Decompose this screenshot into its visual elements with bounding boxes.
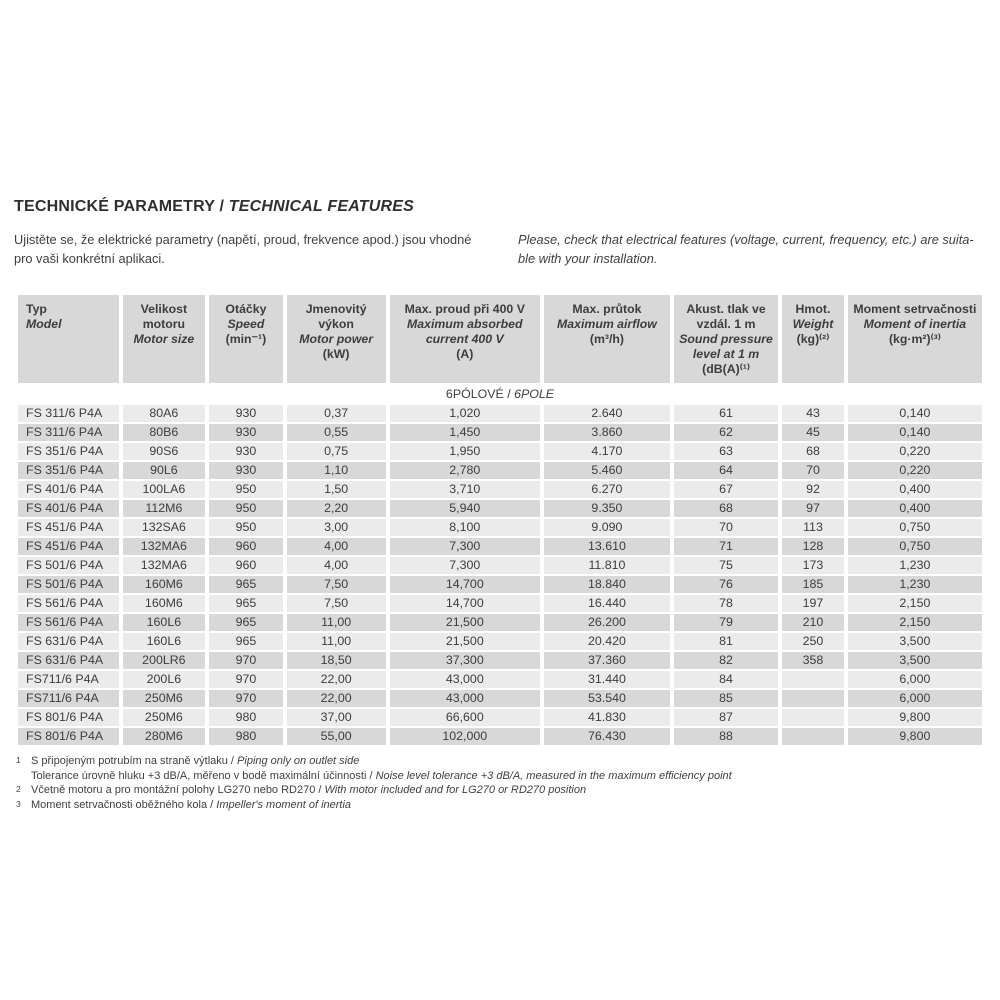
cell-motor-size: 250M6: [123, 690, 205, 707]
cell-weight: 45: [782, 424, 844, 441]
cell-motor-size: 100LA6: [123, 481, 205, 498]
table-row: [18, 519, 982, 536]
cell-weight: 43: [782, 405, 844, 422]
cell-max-current: 37,300: [390, 652, 541, 669]
cell-moment-of-inertia: 1,230: [848, 576, 982, 593]
table-row: [18, 576, 982, 593]
cell-motor-power: 22,00: [287, 690, 386, 707]
technical-features-table: [14, 293, 986, 747]
cell-moment-of-inertia: 0,750: [848, 519, 982, 536]
column-header-moment-of-inertia: Moment setrvačnosti Moment of inertia (kg·m²)⁽³⁾: [848, 295, 982, 383]
cell-max-current: 3,710: [390, 481, 541, 498]
footnote-english: Noise level tolerance +3 dB/A, measured in the maximum efficiency point: [375, 769, 732, 782]
cell-max-current: 1,950: [390, 443, 541, 460]
footnotes: [14, 754, 986, 812]
cell-weight: 92: [782, 481, 844, 498]
cell-speed: 965: [209, 595, 283, 612]
cell-speed: 970: [209, 690, 283, 707]
cell-max-airflow: 6.270: [544, 481, 670, 498]
cell-moment-of-inertia: 2,150: [848, 595, 982, 612]
column-header-sound-pressure: Akust. tlak ve vzdál. 1 m Sound pressure level at 1 m (dB(A)⁽¹⁾: [674, 295, 778, 383]
cell-sound-pressure: 63: [674, 443, 778, 460]
footnote-english: Piping only on outlet side: [237, 755, 360, 767]
cell-speed: 965: [209, 633, 283, 650]
cell-motor-power: 4,00: [287, 557, 386, 574]
cell-max-airflow: 11.810: [544, 557, 670, 574]
footnote-line: [14, 798, 986, 813]
footnote-english: With motor included and for LG270 or RD270 position: [324, 784, 587, 796]
cell-speed: 950: [209, 500, 283, 517]
cell-max-airflow: 20.420: [544, 633, 670, 650]
cell-max-current: 5,940: [390, 500, 541, 517]
cell-moment-of-inertia: 0,750: [848, 538, 982, 555]
cell-sound-pressure: 64: [674, 462, 778, 479]
cell-sound-pressure: 75: [674, 557, 778, 574]
cell-motor-size: 132SA6: [123, 519, 205, 536]
cell-model: FS 451/6 P4A: [18, 519, 119, 536]
cell-weight: 97: [782, 500, 844, 517]
cell-motor-power: 18,50: [287, 652, 386, 669]
cell-motor-size: 250M6: [123, 709, 205, 726]
cell-moment-of-inertia: 0,140: [848, 424, 982, 441]
cell-motor-power: 11,00: [287, 633, 386, 650]
cell-weight: 197: [782, 595, 844, 612]
table-row: [18, 614, 982, 631]
cell-model: FS 311/6 P4A: [18, 424, 119, 441]
cell-sound-pressure: 82: [674, 652, 778, 669]
cell-moment-of-inertia: 0,400: [848, 481, 982, 498]
cell-sound-pressure: 85: [674, 690, 778, 707]
page-title-czech: TECHNICKÉ PARAMETRY /: [14, 198, 229, 215]
cell-max-current: 21,500: [390, 633, 541, 650]
page-title: [14, 0, 986, 216]
cell-speed: 970: [209, 652, 283, 669]
table-row: [18, 557, 982, 574]
cell-max-current: 7,300: [390, 538, 541, 555]
cell-model: FS 801/6 P4A: [18, 728, 119, 745]
table-row: [18, 500, 982, 517]
column-header-max-current: Max. proud při 400 V Maximum absorbed current 400 V (A): [390, 295, 541, 383]
table-row: [18, 633, 982, 650]
cell-sound-pressure: 62: [674, 424, 778, 441]
table-row: [18, 424, 982, 441]
cell-weight: 68: [782, 443, 844, 460]
cell-sound-pressure: 76: [674, 576, 778, 593]
footnote-line: [14, 754, 986, 769]
cell-moment-of-inertia: 0,220: [848, 462, 982, 479]
table-row: [18, 709, 982, 726]
cell-speed: 960: [209, 538, 283, 555]
table-row: [18, 728, 982, 745]
cell-weight: 358: [782, 652, 844, 669]
cell-motor-size: 90S6: [123, 443, 205, 460]
cell-max-current: 43,000: [390, 671, 541, 688]
cell-speed: 930: [209, 424, 283, 441]
cell-model: FS 801/6 P4A: [18, 709, 119, 726]
cell-motor-power: 55,00: [287, 728, 386, 745]
cell-sound-pressure: 67: [674, 481, 778, 498]
cell-max-airflow: 13.610: [544, 538, 670, 555]
cell-weight: [782, 690, 844, 707]
cell-motor-size: 160M6: [123, 576, 205, 593]
cell-max-current: 1,450: [390, 424, 541, 441]
cell-moment-of-inertia: 2,150: [848, 614, 982, 631]
cell-model: FS 631/6 P4A: [18, 652, 119, 669]
cell-speed: 930: [209, 462, 283, 479]
table-header-row: [18, 295, 982, 383]
cell-max-airflow: 53.540: [544, 690, 670, 707]
cell-motor-power: 2,20: [287, 500, 386, 517]
page-title-english: TECHNICAL FEATURES: [228, 198, 415, 215]
cell-speed: 960: [209, 557, 283, 574]
cell-moment-of-inertia: 6,000: [848, 671, 982, 688]
footnote-line: [14, 769, 986, 784]
cell-weight: 210: [782, 614, 844, 631]
cell-speed: 950: [209, 519, 283, 536]
cell-speed: 930: [209, 405, 283, 422]
cell-max-current: 8,100: [390, 519, 541, 536]
footnote-czech: Včetně motoru a pro montážní polohy LG270 nebo RD270 /: [31, 784, 325, 796]
cell-speed: 965: [209, 614, 283, 631]
cell-motor-power: 22,00: [287, 671, 386, 688]
cell-motor-size: 160L6: [123, 633, 205, 650]
cell-model: FS 401/6 P4A: [18, 500, 119, 517]
cell-max-current: 1,020: [390, 405, 541, 422]
table-row: [18, 690, 982, 707]
cell-weight: [782, 728, 844, 745]
cell-max-airflow: 3.860: [544, 424, 670, 441]
cell-model: FS 451/6 P4A: [18, 538, 119, 555]
cell-motor-power: 7,50: [287, 576, 386, 593]
cell-motor-size: 132MA6: [123, 538, 205, 555]
column-header-motor-size: Velikost motoru Motor size: [123, 295, 205, 383]
cell-max-current: 14,700: [390, 595, 541, 612]
table-row: [18, 538, 982, 555]
cell-sound-pressure: 84: [674, 671, 778, 688]
cell-model: FS 501/6 P4A: [18, 576, 119, 593]
cell-motor-size: 80A6: [123, 405, 205, 422]
cell-max-airflow: 31.440: [544, 671, 670, 688]
section-label-english: 6POLE: [514, 387, 555, 401]
cell-max-airflow: 5.460: [544, 462, 670, 479]
cell-motor-power: 0,37: [287, 405, 386, 422]
table-row: [18, 595, 982, 612]
cell-motor-power: 11,00: [287, 614, 386, 631]
footnote-english: Impeller's moment of inertia: [216, 798, 352, 811]
cell-model: FS 501/6 P4A: [18, 557, 119, 574]
intro-czech: [14, 230, 518, 268]
column-header-max-airflow: Max. průtok Maximum airflow (m³/h): [544, 295, 670, 383]
table-row: [18, 652, 982, 669]
cell-motor-size: 90L6: [123, 462, 205, 479]
cell-speed: 970: [209, 671, 283, 688]
table-body: [18, 385, 982, 745]
cell-motor-size: 132MA6: [123, 557, 205, 574]
cell-moment-of-inertia: 9,800: [848, 728, 982, 745]
intro-english: [518, 230, 986, 268]
intro-czech-line: pro vaši konkrétní aplikaci.: [14, 251, 165, 266]
cell-moment-of-inertia: 3,500: [848, 633, 982, 650]
cell-speed: 980: [209, 709, 283, 726]
cell-motor-size: 160M6: [123, 595, 205, 612]
cell-sound-pressure: 68: [674, 500, 778, 517]
cell-sound-pressure: 61: [674, 405, 778, 422]
intro-czech-line: Ujistěte se, že elektrické parametry (napětí, proud, frekvence apod.) jsou vhodné: [14, 232, 472, 247]
cell-max-airflow: 16.440: [544, 595, 670, 612]
table-section-label: [18, 385, 982, 403]
cell-moment-of-inertia: 1,230: [848, 557, 982, 574]
footnote-marker: 1: [16, 755, 21, 765]
cell-motor-size: 200L6: [123, 671, 205, 688]
cell-max-airflow: 2.640: [544, 405, 670, 422]
intro-paragraphs: [14, 230, 986, 268]
cell-moment-of-inertia: 0,400: [848, 500, 982, 517]
cell-max-airflow: 26.200: [544, 614, 670, 631]
cell-max-current: 21,500: [390, 614, 541, 631]
footnote-line: [14, 783, 986, 798]
cell-sound-pressure: 79: [674, 614, 778, 631]
cell-motor-size: 280M6: [123, 728, 205, 745]
footnote-czech: S připojeným potrubím na straně výtlaku /: [31, 755, 238, 767]
cell-max-airflow: 9.090: [544, 519, 670, 536]
table-row: [18, 462, 982, 479]
table-section-row: [18, 385, 982, 403]
cell-moment-of-inertia: 0,220: [848, 443, 982, 460]
cell-motor-size: 80B6: [123, 424, 205, 441]
column-header-weight: Hmot. Weight (kg)⁽²⁾: [782, 295, 844, 383]
cell-weight: 173: [782, 557, 844, 574]
cell-motor-size: 200LR6: [123, 652, 205, 669]
table-row: [18, 481, 982, 498]
table-row: [18, 405, 982, 422]
cell-motor-power: 7,50: [287, 595, 386, 612]
cell-speed: 980: [209, 728, 283, 745]
cell-max-airflow: 18.840: [544, 576, 670, 593]
cell-max-airflow: 41.830: [544, 709, 670, 726]
table-header: [18, 295, 982, 383]
cell-weight: 185: [782, 576, 844, 593]
cell-motor-size: 160L6: [123, 614, 205, 631]
footnote-czech: Moment setrvačnosti oběžného kola /: [31, 798, 217, 811]
cell-model: FS 351/6 P4A: [18, 462, 119, 479]
cell-sound-pressure: 81: [674, 633, 778, 650]
cell-motor-power: 1,10: [287, 462, 386, 479]
cell-speed: 950: [209, 481, 283, 498]
cell-moment-of-inertia: 9,800: [848, 709, 982, 726]
cell-motor-power: 37,00: [287, 709, 386, 726]
cell-max-current: 66,600: [390, 709, 541, 726]
cell-model: FS 561/6 P4A: [18, 595, 119, 612]
cell-max-current: 102,000: [390, 728, 541, 745]
cell-max-current: 43,000: [390, 690, 541, 707]
footnote-marker: 3: [16, 798, 21, 809]
cell-motor-power: 1,50: [287, 481, 386, 498]
cell-motor-size: 112M6: [123, 500, 205, 517]
cell-weight: [782, 709, 844, 726]
cell-max-airflow: 9.350: [544, 500, 670, 517]
cell-speed: 930: [209, 443, 283, 460]
cell-weight: 113: [782, 519, 844, 536]
cell-model: FS 401/6 P4A: [18, 481, 119, 498]
section-label-czech: 6PÓLOVÉ /: [445, 387, 515, 401]
column-header-motor-power: Jmenovitý výkon Motor power (kW): [287, 295, 386, 383]
cell-max-current: 7,300: [390, 557, 541, 574]
cell-moment-of-inertia: 3,500: [848, 652, 982, 669]
cell-model: FS 351/6 P4A: [18, 443, 119, 460]
intro-english-line: Please, check that electrical features (voltage, current, frequency, etc.) are suita-: [518, 232, 974, 247]
cell-sound-pressure: 87: [674, 709, 778, 726]
cell-model: FS 311/6 P4A: [18, 405, 119, 422]
cell-weight: 70: [782, 462, 844, 479]
cell-moment-of-inertia: 6,000: [848, 690, 982, 707]
cell-sound-pressure: 88: [674, 728, 778, 745]
cell-weight: [782, 671, 844, 688]
cell-motor-power: 4,00: [287, 538, 386, 555]
cell-max-current: 14,700: [390, 576, 541, 593]
cell-sound-pressure: 71: [674, 538, 778, 555]
cell-motor-power: 0,55: [287, 424, 386, 441]
cell-model: FS 561/6 P4A: [18, 614, 119, 631]
cell-model: FS711/6 P4A: [18, 671, 119, 688]
column-header-speed: Otáčky Speed (min⁻¹): [209, 295, 283, 383]
column-header-model: Typ Model: [18, 295, 119, 383]
cell-max-airflow: 76.430: [544, 728, 670, 745]
cell-sound-pressure: 70: [674, 519, 778, 536]
cell-moment-of-inertia: 0,140: [848, 405, 982, 422]
cell-max-current: 2,780: [390, 462, 541, 479]
footnote-czech: Tolerance úrovně hluku +3 dB/A, měřeno v bodě maximální účinnosti /: [31, 769, 376, 782]
cell-model: FS 631/6 P4A: [18, 633, 119, 650]
cell-weight: 250: [782, 633, 844, 650]
table-row: [18, 443, 982, 460]
cell-sound-pressure: 78: [674, 595, 778, 612]
footnote-marker: 2: [16, 784, 21, 794]
cell-weight: 128: [782, 538, 844, 555]
intro-english-line: ble with your installation.: [518, 251, 658, 266]
cell-max-airflow: 4.170: [544, 443, 670, 460]
cell-max-airflow: 37.360: [544, 652, 670, 669]
cell-speed: 965: [209, 576, 283, 593]
cell-motor-power: 3,00: [287, 519, 386, 536]
cell-motor-power: 0,75: [287, 443, 386, 460]
table-row: [18, 671, 982, 688]
cell-model: FS711/6 P4A: [18, 690, 119, 707]
